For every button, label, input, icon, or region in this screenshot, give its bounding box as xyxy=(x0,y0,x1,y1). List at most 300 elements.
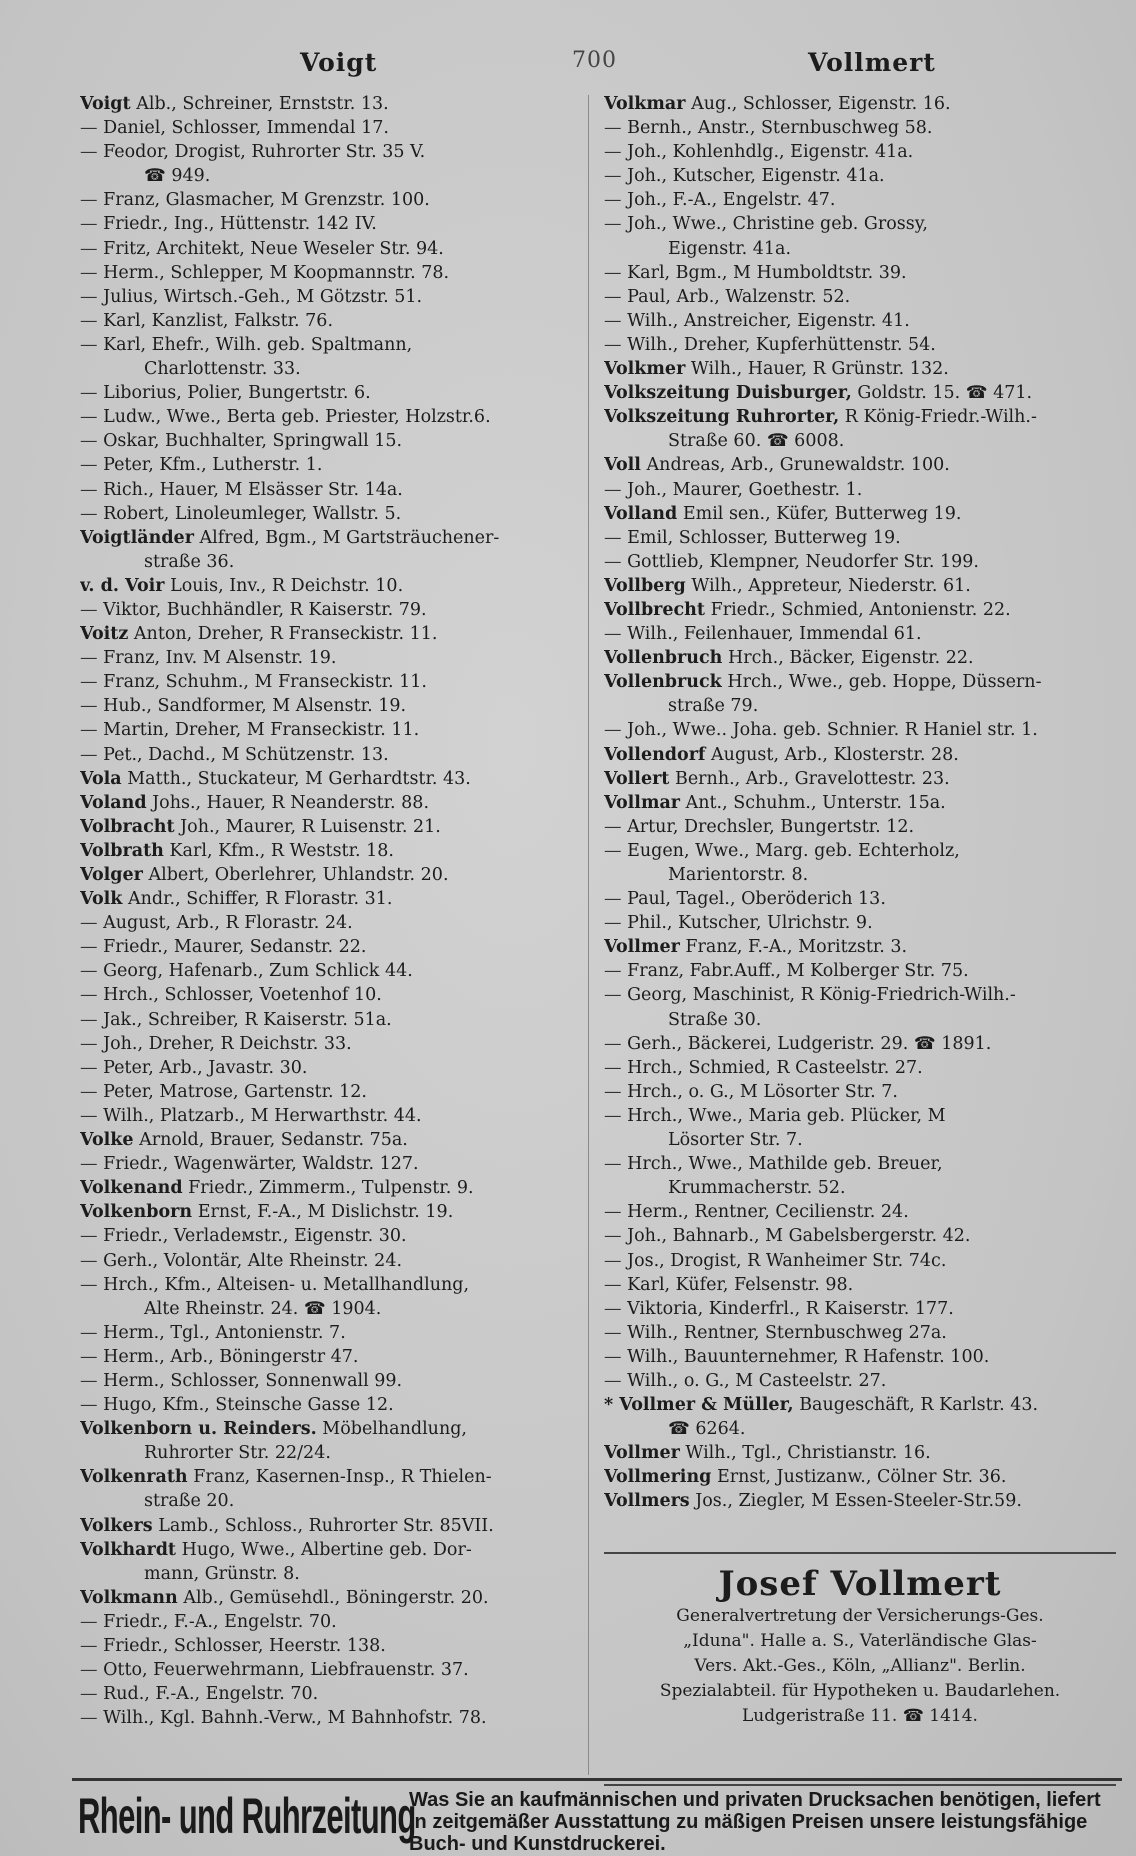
directory-entry xyxy=(604,1489,1124,1513)
directory-entry xyxy=(80,550,590,574)
entry-ditto-dash: — xyxy=(604,1370,622,1391)
entry-details: Arnold, Brauer, Sedanstr. 75a. xyxy=(139,1130,408,1151)
entry-surname: Volkenrath xyxy=(80,1467,188,1488)
directory-entry xyxy=(80,188,590,212)
entry-details: Wilh., o. G., M Casteelstr. 27. xyxy=(627,1370,887,1391)
entry-details: ☎ 949. xyxy=(144,166,211,187)
directory-entry xyxy=(604,1080,1124,1104)
entry-details: Joh., Maurer, R Luisenstr. 21. xyxy=(180,816,441,837)
entry-details: Viktor, Buchhändler, R Kaiserstr. 79. xyxy=(103,599,427,620)
entry-details: Ruhrorter Str. 22/24. xyxy=(144,1443,331,1464)
directory-entry xyxy=(80,598,590,622)
directory-entry xyxy=(604,116,1124,140)
entry-ditto-dash: — xyxy=(80,479,98,500)
directory-entry xyxy=(80,935,590,959)
entry-ditto-dash: — xyxy=(80,1057,98,1078)
directory-entry xyxy=(80,767,590,791)
directory-entry xyxy=(80,237,590,261)
entry-ditto-dash: — xyxy=(604,840,622,861)
entry-surname: Vollenbruch xyxy=(604,648,723,669)
entry-ditto-dash: — xyxy=(80,937,98,958)
entry-surname: Volkers xyxy=(80,1515,153,1536)
directory-entry xyxy=(80,1056,590,1080)
entry-details: Feodor, Drogist, Ruhrorter Str. 35 V. xyxy=(103,142,426,163)
entry-ditto-dash: — xyxy=(80,1636,98,1656)
entry-details: Ernst, F.-A., M Dislichstr. 19. xyxy=(197,1202,454,1223)
directory-entry xyxy=(604,502,1124,526)
directory-entry xyxy=(80,333,590,357)
entry-details: Oskar, Buchhalter, Springwall 15. xyxy=(103,431,403,452)
entry-details: Herm., Rentner, Cecilienstr. 24. xyxy=(627,1202,909,1223)
entry-ditto-dash: — xyxy=(604,334,622,355)
entry-surname: Vollmar xyxy=(604,792,681,813)
entry-details: Emil, Schlosser, Butterweg 19. xyxy=(627,527,901,548)
entry-details: Hrch., Wwe., Mathilde geb. Breuer, xyxy=(627,1154,943,1175)
entry-details: Baugeschäft, R Karlstr. 43. xyxy=(799,1395,1039,1416)
entry-details: Robert, Linoleumleger, Wallstr. 5. xyxy=(103,503,402,524)
directory-entry xyxy=(80,1104,590,1128)
directory-entry xyxy=(80,1224,590,1248)
directory-entry xyxy=(80,646,590,670)
directory-entry xyxy=(80,1152,590,1176)
entry-surname: Volkhardt xyxy=(80,1539,177,1560)
entry-details: Joh., Wwe.. Joha. geb. Schnier. R Haniel str. 1. xyxy=(627,720,1038,741)
directory-entry xyxy=(80,1032,590,1056)
directory-entry xyxy=(80,1441,590,1465)
directory-entry xyxy=(604,1224,1124,1248)
entry-ditto-dash: — xyxy=(80,1274,98,1295)
entry-details: Joh., Dreher, R Deichstr. 33. xyxy=(103,1033,352,1054)
directory-entry xyxy=(604,1032,1124,1056)
newspaper-banner xyxy=(72,1778,1122,1853)
entry-details: Charlottenstr. 33. xyxy=(144,359,301,380)
directory-entry xyxy=(80,502,590,526)
directory-entry xyxy=(604,478,1124,502)
entry-details: Georg, Hafenarb., Zum Schlick 44. xyxy=(103,961,413,982)
entry-ditto-dash: — xyxy=(604,479,622,500)
entry-details: Wilh., Kgl. Bahnh.-Verw., M Bahnhofstr. 78. xyxy=(103,1708,487,1729)
entry-details: Hrch., Wwe., Maria geb. Plücker, M xyxy=(627,1105,946,1126)
entry-details: Rud., F.-A., Engelstr. 70. xyxy=(103,1684,319,1705)
entry-details: Wilh., Anstreicher, Eigenstr. 41. xyxy=(627,310,910,331)
directory-entry xyxy=(604,1321,1124,1345)
entry-details: Friedr., Schmied, Antonienstr. 22. xyxy=(710,599,1011,620)
entry-details: Peter, Arb., Javastr. 30. xyxy=(103,1057,308,1078)
directory-entry xyxy=(604,453,1124,477)
entry-ditto-dash: — xyxy=(604,214,622,235)
entry-details: Wilh., Rentner, Sternbuschweg 27a. xyxy=(627,1322,947,1343)
entry-details: Peter, Kfm., Lutherstr. 1. xyxy=(103,455,323,476)
directory-entry xyxy=(80,1297,590,1321)
entry-ditto-dash: — xyxy=(80,1250,98,1271)
entry-details: ☎ 6264. xyxy=(668,1419,746,1440)
entry-details: Joh., Bahnarb., M Gabelsbergerstr. 42. xyxy=(627,1226,971,1247)
directory-entry xyxy=(80,694,590,718)
directory-entry xyxy=(604,429,1124,453)
entry-details: Martin, Dreher, M Franseckistr. 11. xyxy=(103,720,420,741)
entry-ditto-dash: — xyxy=(80,720,98,741)
directory-entry xyxy=(604,333,1124,357)
entry-details: Marientorstr. 8. xyxy=(668,865,809,885)
entry-surname: Volkenborn xyxy=(80,1202,193,1223)
directory-entry xyxy=(80,1128,590,1152)
directory-entry xyxy=(80,1008,590,1032)
entry-ditto-dash: — xyxy=(80,1611,98,1632)
directory-entry xyxy=(80,887,590,911)
entry-details: Karl, Küfer, Felsenstr. 98. xyxy=(627,1274,854,1295)
entry-ditto-dash: — xyxy=(604,1346,622,1367)
directory-entry xyxy=(80,164,590,188)
entry-details: Artur, Drechsler, Bungertstr. 12. xyxy=(627,816,915,837)
entry-details: Viktoria, Kinderfrl., R Kaiserstr. 177. xyxy=(627,1298,954,1319)
directory-entry xyxy=(604,935,1124,959)
entry-details: Krummacherstr. 52. xyxy=(668,1178,846,1199)
entry-details: Alfred, Bgm., M Gartsträuchener- xyxy=(199,527,500,548)
directory-entry xyxy=(80,743,590,767)
entry-surname: Volkmann xyxy=(80,1587,178,1608)
entry-surname: Volk xyxy=(80,889,123,910)
entry-ditto-dash: — xyxy=(80,648,98,669)
directory-entry xyxy=(604,381,1124,405)
directory-entry xyxy=(80,1176,590,1200)
entry-details: August, Arb., Klosterstr. 28. xyxy=(711,744,959,765)
directory-entry xyxy=(80,1610,590,1634)
entry-details: straße 79. xyxy=(668,696,759,717)
entry-details: Otto, Feuerwehrmann, Liebfrauenstr. 37. xyxy=(103,1660,469,1681)
directory-entry xyxy=(80,670,590,694)
directory-entry xyxy=(80,622,590,646)
entry-ditto-dash: — xyxy=(80,1684,98,1705)
entry-ditto-dash: — xyxy=(80,1322,98,1343)
entry-ditto-dash: — xyxy=(604,1033,622,1054)
entry-details: Phil., Kutscher, Ulrichstr. 9. xyxy=(627,913,873,934)
directory-entry xyxy=(604,309,1124,333)
directory-entry xyxy=(80,140,590,164)
header-left-keyword: Voigt xyxy=(300,48,378,77)
directory-entry xyxy=(80,574,590,598)
left-column xyxy=(80,92,590,1730)
entry-ditto-dash: — xyxy=(80,1033,98,1054)
entry-details: Friedr., Wagenwärter, Waldstr. 127. xyxy=(103,1154,419,1175)
directory-entry xyxy=(604,1056,1124,1080)
directory-entry xyxy=(80,261,590,285)
entry-details: Hrch., Bäcker, Eigenstr. 22. xyxy=(727,648,974,669)
directory-entry xyxy=(604,261,1124,285)
directory-entry xyxy=(604,1176,1124,1200)
entry-details: Jos., Ziegler, M Essen-Steeler-Str.59. xyxy=(695,1491,1022,1512)
entry-details: Karl, Kfm., R Weststr. 18. xyxy=(169,840,394,861)
entry-details: Andreas, Arb., Grunewaldstr. 100. xyxy=(646,455,950,476)
directory-entry xyxy=(604,285,1124,309)
advertisement-line: Ludgeristraße 11. ☎ 1414. xyxy=(742,1706,978,1726)
directory-entry xyxy=(80,116,590,140)
page-number: 700 xyxy=(572,48,617,73)
directory-entry xyxy=(80,285,590,309)
entry-ditto-dash: — xyxy=(80,1660,98,1681)
entry-details: Wilh., Appreteur, Niederstr. 61. xyxy=(691,575,971,596)
directory-entry xyxy=(604,863,1124,887)
entry-surname: Voigtländer xyxy=(80,527,194,548)
directory-entry xyxy=(604,164,1124,188)
entry-ditto-dash: — xyxy=(80,1105,98,1126)
entry-ditto-dash: — xyxy=(604,1274,622,1295)
directory-entry xyxy=(604,1345,1124,1369)
directory-entry xyxy=(80,526,590,550)
entry-details: Gottlieb, Klempner, Neudorfer Str. 199. xyxy=(627,551,979,572)
entry-details: Franz, Kasernen-Insp., R Thielen- xyxy=(193,1467,492,1488)
directory-entry xyxy=(604,1128,1124,1152)
entry-details: R König-Friedr.-Wilh.- xyxy=(844,407,1037,428)
directory-entry xyxy=(604,92,1124,116)
entry-details: Alb., Schreiner, Ernststr. 13. xyxy=(136,94,389,114)
entry-surname: Volke xyxy=(80,1130,134,1151)
entry-details: Hub., Sandformer, M Alsenstr. 19. xyxy=(103,696,407,717)
entry-ditto-dash: — xyxy=(604,1298,622,1319)
entry-details: Peter, Matrose, Gartenstr. 12. xyxy=(103,1081,367,1102)
entry-details: August, Arb., R Florastr. 24. xyxy=(103,913,353,934)
directory-entry xyxy=(80,1345,590,1369)
entry-details: Joh., Kutscher, Eigenstr. 41a. xyxy=(627,166,885,187)
directory-entry xyxy=(604,791,1124,815)
entry-ditto-dash: — xyxy=(80,334,98,355)
directory-entry xyxy=(80,1634,590,1658)
entry-surname: v. d. Voir xyxy=(80,575,165,596)
entry-details: Friedr., Verladемstr., Eigenstr. 30. xyxy=(103,1226,407,1247)
directory-entry xyxy=(604,694,1124,718)
directory-entry xyxy=(80,1417,590,1441)
directory-entry xyxy=(604,405,1124,429)
directory-entry xyxy=(80,791,590,815)
directory-entry xyxy=(80,1369,590,1393)
directory-entry xyxy=(604,839,1124,863)
directory-entry xyxy=(80,1249,590,1273)
directory-entry xyxy=(80,1080,590,1104)
entry-surname: Volkszeitung Ruhrorter, xyxy=(604,407,840,428)
directory-entry xyxy=(80,309,590,333)
entry-surname: Volkmer xyxy=(604,359,686,380)
entry-details: Albert, Oberlehrer, Uhlandstr. 20. xyxy=(148,865,449,885)
directory-entry xyxy=(604,550,1124,574)
entry-ditto-dash: — xyxy=(80,214,98,235)
directory-entry xyxy=(604,767,1124,791)
entry-ditto-dash: — xyxy=(604,985,622,1006)
entry-details: Hrch., Schmied, R Casteelstr. 27. xyxy=(627,1057,923,1078)
banner-slogan: Was Sie an kaufmännischen und privaten Drucksachen benötigen, liefert in zeitgemäßer Ausstattung zu mäßigen Preisen unsere leistungsfähige Buch- und Kunstdruckerei. xyxy=(409,1789,1101,1855)
directory-entry xyxy=(604,237,1124,261)
entry-details: Rich., Hauer, M Elsässer Str. 14a. xyxy=(103,479,403,500)
entry-details: Friedr., Schlosser, Heerstr. 138. xyxy=(103,1636,386,1656)
entry-details: Julius, Wirtsch.-Geh., M Götzstr. 51. xyxy=(103,286,423,307)
entry-details: Daniel, Schlosser, Immendal 17. xyxy=(103,118,389,139)
entry-surname: Vollert xyxy=(604,768,670,789)
entry-details: Georg, Maschinist, R König-Friedrich-Wilh.- xyxy=(627,985,1016,1006)
directory-entry xyxy=(80,718,590,742)
entry-ditto-dash: — xyxy=(604,286,622,307)
entry-ditto-dash: — xyxy=(604,1154,622,1175)
entry-details: Jak., Schreiber, R Kaiserstr. 51a. xyxy=(103,1009,392,1030)
directory-entry xyxy=(604,1297,1124,1321)
entry-details: Wilh., Platzarb., M Herwarthstr. 44. xyxy=(103,1105,422,1126)
entry-details: Friedr., Ing., Hüttenstr. 142 IV. xyxy=(103,214,377,235)
entry-surname: Vollmers xyxy=(604,1491,690,1512)
entry-surname: Voll xyxy=(604,455,641,476)
entry-details: Wilh., Bauunternehmer, R Hafenstr. 100. xyxy=(627,1346,990,1367)
entry-details: Hugo, Wwe., Albertine geb. Dor- xyxy=(181,1539,472,1560)
entry-ditto-dash: — xyxy=(604,551,622,572)
directory-entry xyxy=(604,1008,1124,1032)
entry-ditto-dash: — xyxy=(604,624,622,645)
directory-entry xyxy=(604,1249,1124,1273)
entry-details: Bernh., Arb., Gravelottestr. 23. xyxy=(674,768,950,789)
directory-entry xyxy=(604,140,1124,164)
directory-entry xyxy=(80,381,590,405)
entry-ditto-dash: — xyxy=(604,190,622,211)
entry-details: Eugen, Wwe., Marg. geb. Echterholz, xyxy=(627,840,960,861)
entry-ditto-dash: — xyxy=(80,238,98,259)
directory-entry xyxy=(80,405,590,429)
entry-details: Alb., Gemüsehdl., Böningerstr. 20. xyxy=(183,1587,489,1608)
entry-surname: Volbracht xyxy=(80,816,175,837)
entry-ditto-dash: — xyxy=(80,1226,98,1247)
directory-entry xyxy=(604,959,1124,983)
entry-details: straße 20. xyxy=(144,1491,235,1512)
advertisement-line: Generalvertretung der Versicherungs-Ges. xyxy=(676,1606,1044,1626)
directory-entry xyxy=(604,622,1124,646)
entry-details: Herm., Arb., Böningerstr 47. xyxy=(103,1346,359,1367)
entry-surname: Voland xyxy=(80,792,147,813)
right-column xyxy=(604,92,1124,1514)
directory-entry xyxy=(80,959,590,983)
entry-ditto-dash: — xyxy=(604,1250,622,1271)
entry-details: Hrch., Kfm., Alteisen- u. Metallhandlung, xyxy=(103,1274,470,1295)
directory-entry xyxy=(604,646,1124,670)
entry-ditto-dash: — xyxy=(80,1370,98,1391)
directory-entry xyxy=(604,743,1124,767)
entry-details: Straße 60. ☎ 6008. xyxy=(668,431,845,452)
directory-entry xyxy=(80,983,590,1007)
entry-details: Hrch., Wwe., geb. Hoppe, Düssern- xyxy=(727,672,1042,693)
entry-ditto-dash: — xyxy=(80,961,98,982)
entry-ditto-dash: — xyxy=(80,696,98,717)
directory-entry xyxy=(80,1538,590,1562)
directory-entry xyxy=(604,1104,1124,1128)
banner-newspaper-name: Rhein- und Ruhrzeitung xyxy=(78,1788,416,1844)
directory-entry xyxy=(80,1586,590,1610)
entry-surname: Vollmer xyxy=(604,1443,680,1464)
directory-entry xyxy=(604,1200,1124,1224)
entry-details: Karl, Ehefr., Wilh. geb. Spaltmann, xyxy=(103,334,413,355)
entry-details: Ernst, Justizanw., Cölner Str. 36. xyxy=(717,1467,1007,1488)
directory-entry xyxy=(604,212,1124,236)
entry-surname: * Vollmer & Müller, xyxy=(604,1395,794,1416)
entry-details: Fritz, Architekt, Neue Weseler Str. 94. xyxy=(103,238,444,259)
directory-entry xyxy=(604,1417,1124,1441)
entry-surname: Volkenand xyxy=(80,1178,183,1199)
directory-entry xyxy=(80,863,590,887)
entry-details: Joh., Wwe., Christine geb. Grossy, xyxy=(627,214,928,235)
directory-entry xyxy=(80,911,590,935)
directory-entry xyxy=(604,1369,1124,1393)
entry-ditto-dash: — xyxy=(604,1202,622,1223)
entry-ditto-dash: — xyxy=(80,744,98,765)
entry-details: Andr., Schiffer, R Florastr. 31. xyxy=(128,889,393,910)
entry-details: Johs., Hauer, R Neanderstr. 88. xyxy=(152,792,430,813)
directory-entry xyxy=(604,718,1124,742)
entry-surname: Volbrath xyxy=(80,840,164,861)
entry-ditto-dash: — xyxy=(80,262,98,283)
entry-ditto-dash: — xyxy=(80,431,98,452)
entry-details: Anton, Dreher, R Franseckistr. 11. xyxy=(133,624,438,645)
entry-ditto-dash: — xyxy=(80,383,98,404)
column-divider xyxy=(588,95,589,1775)
entry-details: Karl, Kanzlist, Falkstr. 76. xyxy=(103,310,334,331)
entry-details: mann, Grünstr. 8. xyxy=(144,1563,300,1584)
directory-entry xyxy=(80,1489,590,1513)
entry-details: Matth., Stuckateur, M Gerhardtstr. 43. xyxy=(127,768,471,789)
entry-ditto-dash: — xyxy=(80,1346,98,1367)
entry-details: Ant., Schuhm., Unterstr. 15a. xyxy=(685,792,946,813)
directory-entry xyxy=(80,1465,590,1489)
entry-ditto-dash: — xyxy=(80,913,98,934)
directory-entry xyxy=(80,1514,590,1538)
entry-ditto-dash: — xyxy=(604,1057,622,1078)
directory-entry xyxy=(80,1706,590,1730)
entry-details: Lamb., Schloss., Ruhrorter Str. 85VII. xyxy=(158,1515,494,1536)
advertisement-line: Spezialabteil. für Hypotheken u. Baudarlehen. xyxy=(659,1681,1061,1701)
entry-ditto-dash: — xyxy=(80,1708,98,1729)
directory-entry xyxy=(604,670,1124,694)
entry-details: straße 36. xyxy=(144,551,235,572)
directory-entry xyxy=(604,1273,1124,1297)
entry-details: Paul, Tagel., Oberöderich 13. xyxy=(627,889,886,910)
entry-surname: Vollberg xyxy=(604,575,686,596)
entry-surname: Volkszeitung Duisburger, xyxy=(604,383,852,404)
entry-details: Joh., Kohlenhdlg., Eigenstr. 41a. xyxy=(627,142,914,163)
entry-details: Emil sen., Küfer, Butterweg 19. xyxy=(682,503,962,524)
entry-ditto-dash: — xyxy=(80,1009,98,1030)
entry-ditto-dash: — xyxy=(80,190,98,211)
entry-ditto-dash: — xyxy=(604,166,622,187)
entry-details: Louis, Inv., R Deichstr. 10. xyxy=(170,575,404,596)
entry-details: Straße 30. xyxy=(668,1009,762,1030)
entry-details: Karl, Bgm., M Humboldtstr. 39. xyxy=(627,262,907,283)
directory-entry xyxy=(80,357,590,381)
directory-entry xyxy=(604,815,1124,839)
directory-entry xyxy=(604,887,1124,911)
entry-details: Alte Rheinstr. 24. ☎ 1904. xyxy=(144,1298,382,1319)
entry-surname: Volkenborn u. Reinders. xyxy=(80,1419,317,1440)
entry-details: Liborius, Polier, Bungertstr. 6. xyxy=(103,383,371,404)
directory-entry xyxy=(604,1393,1124,1417)
entry-details: Wilh., Dreher, Kupferhüttenstr. 54. xyxy=(627,334,936,355)
directory-entry xyxy=(80,1562,590,1586)
entry-ditto-dash: — xyxy=(80,286,98,307)
entry-details: Franz, Inv. M Alsenstr. 19. xyxy=(103,648,337,669)
directory-entry xyxy=(604,357,1124,381)
entry-ditto-dash: — xyxy=(604,913,622,934)
entry-details: Wilh., Tgl., Christianstr. 16. xyxy=(685,1443,931,1464)
directory-entry xyxy=(80,839,590,863)
entry-surname: Vollmering xyxy=(604,1467,712,1488)
entry-details: Wilh., Hauer, R Grünstr. 132. xyxy=(690,359,949,380)
entry-details: Wilh., Feilenhauer, Immendal 61. xyxy=(627,624,922,645)
directory-entry xyxy=(80,815,590,839)
directory-entry xyxy=(80,429,590,453)
entry-ditto-dash: — xyxy=(80,672,98,693)
entry-surname: Vollendorf xyxy=(604,744,706,765)
entry-ditto-dash: — xyxy=(80,118,98,139)
entry-details: Herm., Schlepper, M Koopmannstr. 78. xyxy=(103,262,450,283)
